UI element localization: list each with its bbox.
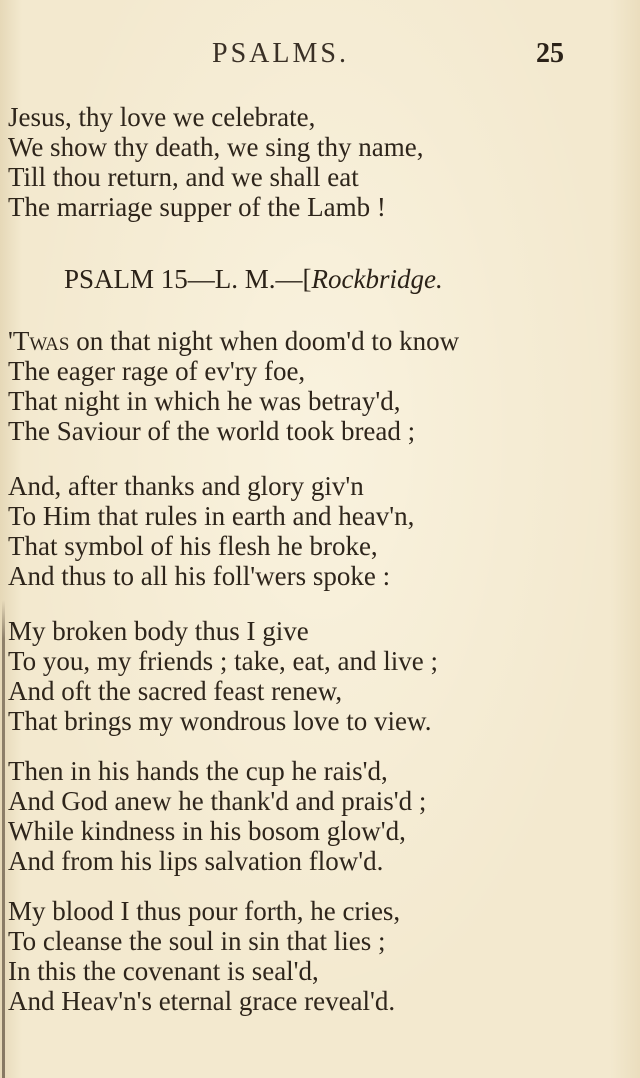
page-edge-shadow: [2, 600, 5, 1078]
drop-word-rest: was: [29, 326, 70, 356]
verse-line: That symbol of his flesh he broke,: [8, 531, 378, 561]
verse-line: We show thy death, we sing thy name,: [8, 132, 424, 162]
previous-psalm-stanza: [8, 102, 424, 222]
verse-line: To you, my friends ; take, eat, and live ;: [8, 646, 438, 676]
verse-line: To cleanse the soul in sin that lies ;: [8, 926, 386, 956]
verse-line: [8, 326, 459, 356]
verse-line: And God anew he thank'd and prais'd ;: [8, 786, 427, 816]
verse-line: My blood I thus pour forth, he cries,: [8, 896, 401, 926]
verse-line: The marriage supper of the Lamb !: [8, 192, 386, 222]
verse-line: The Saviour of the world took bread ;: [8, 416, 416, 446]
verse-line: And oft the sacred feast renew,: [8, 676, 343, 706]
drop-word-lead: 'T: [8, 326, 30, 356]
psalm-heading-text: PSALM 15—L. M.—[: [64, 264, 312, 294]
verse-line: Then in his hands the cup he rais'd,: [8, 756, 388, 786]
stanza-5: [8, 896, 400, 1016]
verse-line: My broken body thus I give: [8, 616, 309, 646]
psalm-heading: [64, 264, 443, 295]
verse-line: In this the covenant is seal'd,: [8, 956, 319, 986]
verse-line: That brings my wondrous love to view.: [8, 706, 432, 736]
verse-line: While kindness in his bosom glow'd,: [8, 816, 406, 846]
verse-line: And from his lips salvation flow'd.: [8, 846, 384, 876]
verse-line: To Him that rules in earth and heav'n,: [8, 501, 415, 531]
stanza-2: [8, 471, 414, 591]
tune-name: Rockbridge.: [311, 264, 443, 294]
running-title: PSALMS.: [212, 38, 349, 69]
page-header: [0, 38, 640, 78]
verse-line: And Heav'n's eternal grace reveal'd.: [8, 986, 396, 1016]
stanza-3: [8, 616, 438, 736]
verse-line: Till thou return, and we shall eat: [8, 162, 359, 192]
verse-line: And, after thanks and glory giv'n: [8, 471, 364, 501]
verse-line-text: on that night when doom'd to know: [76, 326, 460, 356]
verse-line: The eager rage of ev'ry foe,: [8, 356, 306, 386]
verse-line: Jesus, thy love we celebrate,: [8, 102, 316, 132]
stanza-4: [8, 756, 426, 876]
verse-line: That night in which he was betray'd,: [8, 386, 401, 416]
verse-line: And thus to all his foll'wers spoke :: [8, 561, 391, 591]
stanza-1: [8, 326, 459, 446]
page-number: 25: [536, 38, 564, 69]
